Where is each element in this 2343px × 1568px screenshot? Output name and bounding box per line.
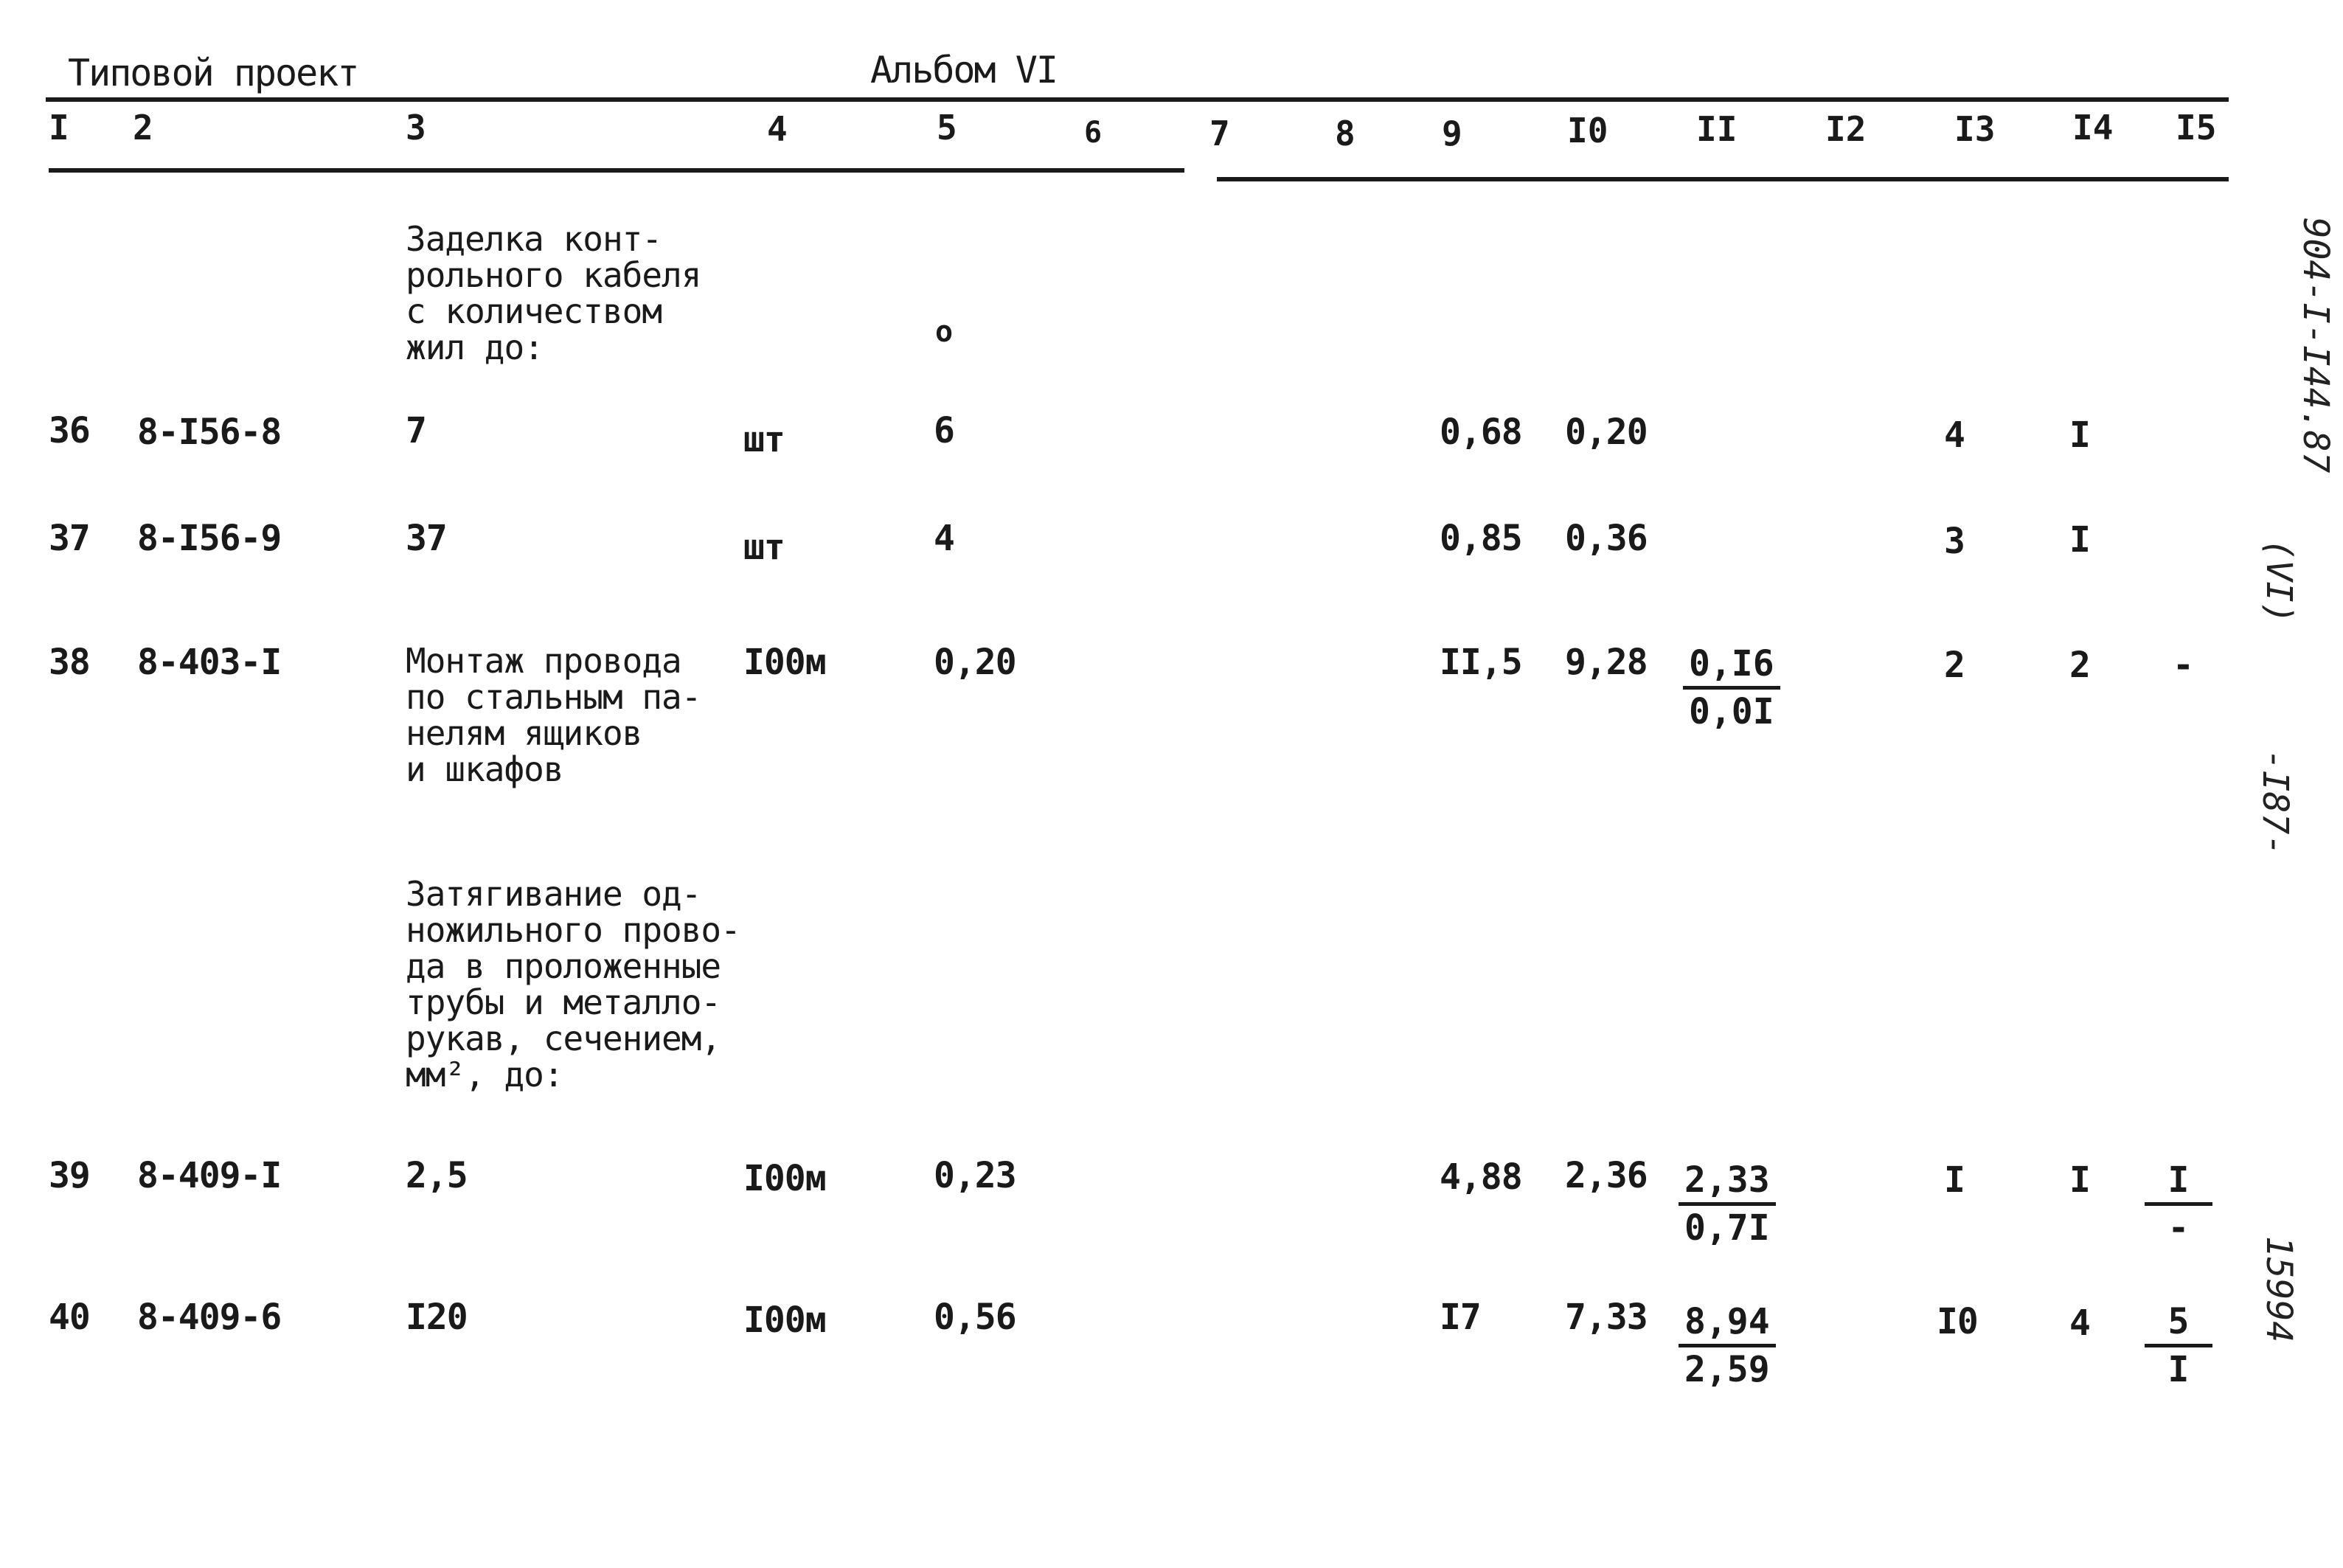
section-heading: Заделка конт- рольного кабеля с количеством жил до:	[406, 219, 701, 367]
row-col15: -	[2173, 645, 2193, 686]
row-number: 38	[49, 642, 90, 683]
document-title: Типовой проект	[68, 52, 358, 94]
row-number: 40	[49, 1297, 90, 1338]
row-quantity: 0,20	[934, 642, 1016, 683]
row-col10: 0,36	[1565, 518, 1648, 559]
row-col13: 2	[1944, 645, 1965, 686]
row-col15-fraction: I -	[2145, 1162, 2212, 1246]
margin-note-album: (VI)	[2258, 538, 2299, 624]
row-description: 37	[406, 518, 447, 559]
col-14: I4	[2072, 108, 2114, 148]
row-col11-fraction: $\frac{2,33}{0,7I}$	[1679, 1162, 1776, 1246]
row-col11-fraction: $\frac{0,I6}{0,0I}$	[1683, 646, 1780, 729]
row-col14: I	[2069, 1159, 2090, 1201]
row-quantity: 0,56	[934, 1297, 1016, 1338]
margin-note-project-code: 904-I-I44.87	[2295, 217, 2336, 473]
row-code: 8-I56-8	[137, 412, 282, 453]
row-code: 8-I56-9	[137, 518, 282, 559]
row-code: 8-409-I	[137, 1155, 282, 1196]
row-unit: I00м	[743, 1158, 826, 1199]
row-description: 2,5	[406, 1155, 468, 1196]
row-quantity: 4	[934, 518, 954, 559]
row-number: 37	[49, 518, 90, 559]
row-description: 7	[406, 410, 426, 451]
row-col10: 9,28	[1565, 642, 1648, 683]
col-15: I5	[2176, 108, 2217, 148]
row-code: 8-409-6	[137, 1297, 282, 1338]
row-col10: 2,36	[1565, 1155, 1648, 1196]
col-2: 2	[133, 108, 153, 148]
col-3: 3	[406, 108, 426, 148]
row-code: 8-403-I	[137, 642, 282, 683]
row-number: 36	[49, 410, 90, 451]
col-12: I2	[1825, 109, 1867, 149]
row-col14: 4	[2069, 1302, 2090, 1344]
col-10: I0	[1567, 111, 1608, 150]
row-unit: I00м	[743, 642, 826, 683]
row-col14: 2	[2069, 645, 2090, 686]
header-bottom-rule-left	[49, 168, 1184, 173]
row-unit: шт	[743, 419, 785, 460]
col-8: 8	[1335, 114, 1356, 153]
margin-note-page-number: -I87-	[2255, 749, 2296, 856]
row-col9: II,5	[1440, 642, 1522, 683]
row-col14: I	[2069, 414, 2090, 456]
row-col10: 0,20	[1565, 412, 1648, 453]
album-title: Альбом VI	[870, 49, 1057, 91]
header-bottom-rule-right	[1217, 177, 2229, 181]
row-col13: I0	[1937, 1301, 1978, 1342]
row-col9: 4,88	[1440, 1156, 1522, 1198]
row-col14: I	[2069, 519, 2090, 561]
row-col10: 7,33	[1565, 1297, 1648, 1338]
row-description: Монтаж провода по стальным па- нелям ящиков и шкафов	[406, 641, 701, 789]
section-heading: Затягивание од- ножильного прово- да в проложенные трубы и металло- рукав, сечением, мм², до:	[406, 874, 740, 1095]
row-col9: 0,68	[1440, 412, 1522, 453]
col-5: 5	[937, 108, 957, 148]
row-description: I20	[406, 1297, 468, 1338]
col-13: I3	[1954, 109, 1996, 149]
row-col9: I7	[1440, 1297, 1481, 1338]
col-11: II	[1696, 109, 1738, 149]
col-6: 6	[1084, 116, 1103, 150]
col-7: 7	[1209, 114, 1230, 153]
col-1: I	[49, 108, 69, 148]
col-4: 4	[767, 109, 788, 149]
header-top-rule	[46, 97, 2229, 102]
row-col15-fraction: $\frac{5}{I}$	[2145, 1304, 2212, 1387]
row-quantity: 6	[934, 410, 954, 451]
margin-note-archive-number: 15994	[2258, 1235, 2299, 1343]
row-col13: 4	[1944, 414, 1965, 456]
row-number: 39	[49, 1155, 90, 1196]
row-col11-fraction: $\frac{8,94}{2,59}$	[1679, 1304, 1776, 1387]
row-col13: 3	[1944, 521, 1965, 562]
col-9: 9	[1442, 114, 1462, 153]
row-unit: шт	[743, 527, 785, 568]
row-quantity: 0,23	[934, 1155, 1016, 1196]
row-col9: 0,85	[1440, 518, 1522, 559]
section-mark: o	[935, 315, 953, 349]
row-unit: I00м	[743, 1300, 826, 1341]
row-col13: I	[1944, 1159, 1965, 1201]
